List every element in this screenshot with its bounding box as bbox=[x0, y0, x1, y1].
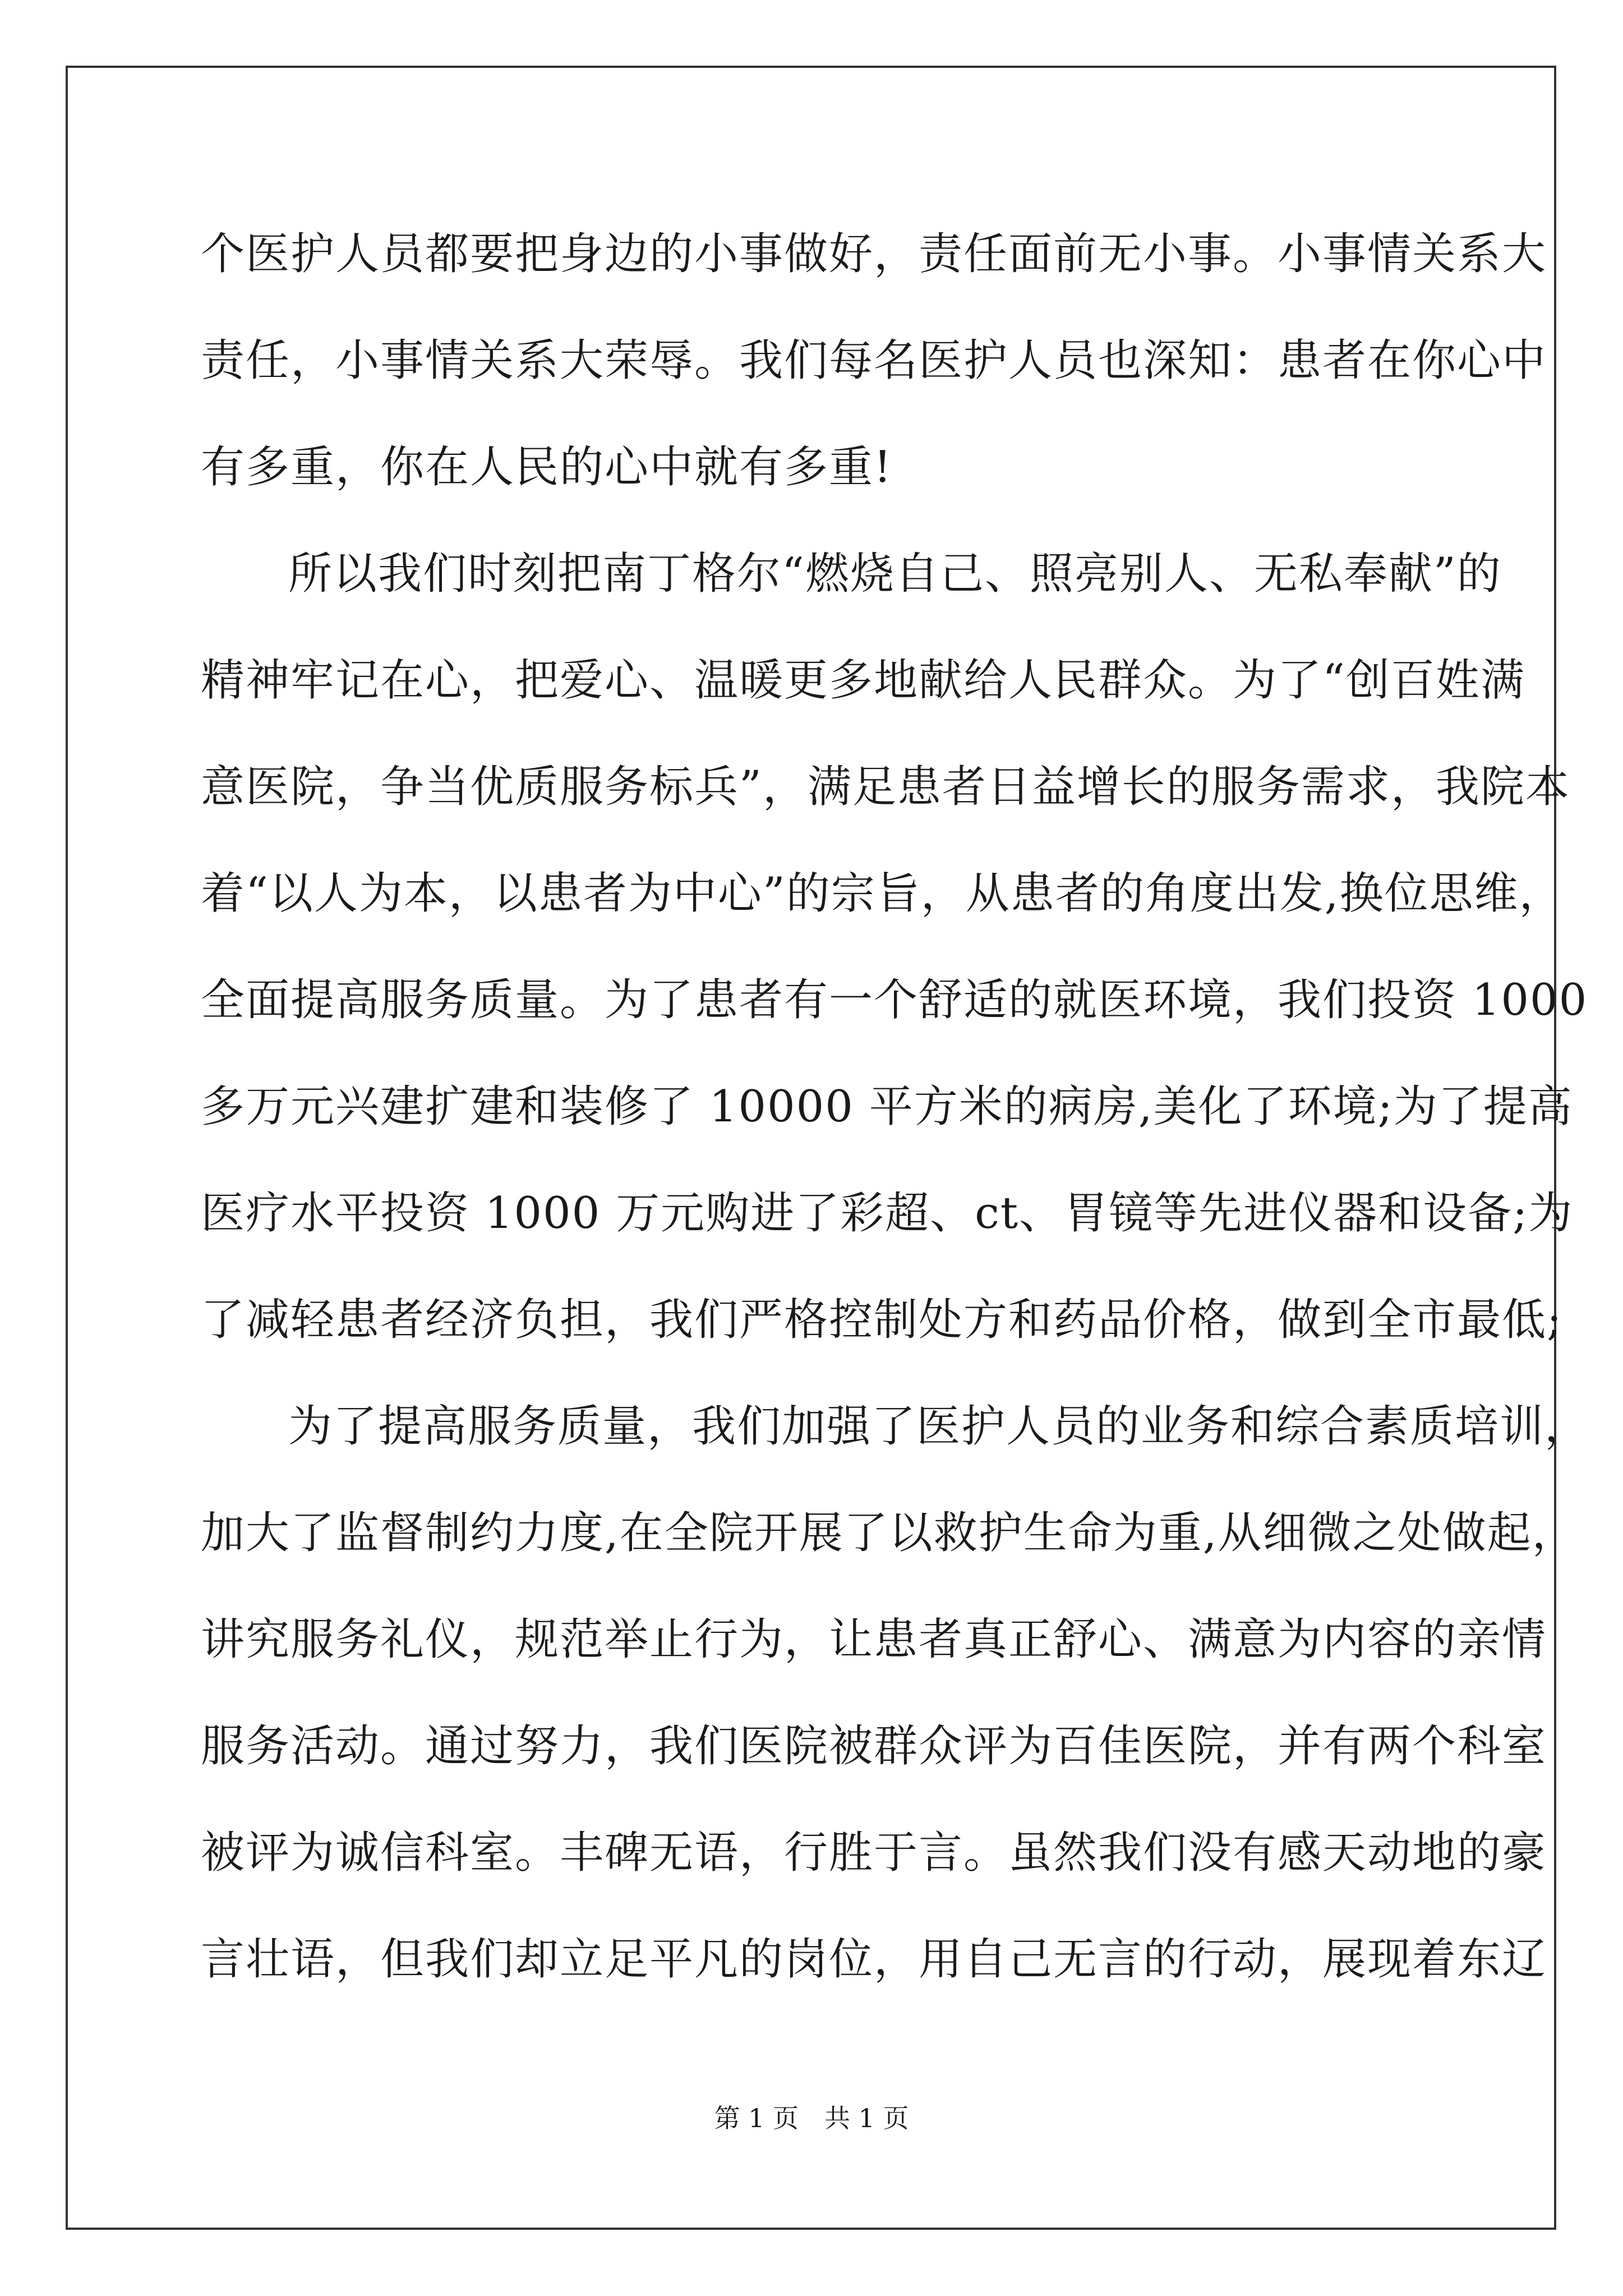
text-line-10: 医疗水平投资 1000 万元购进了彩超、ct、胃镜等先进仪器和设备;为 bbox=[201, 1188, 1574, 1239]
text-line-15: 服务活动。通过努力，我们医院被群众评为百佳医院，并有两个科室 bbox=[201, 1721, 1547, 1772]
text-line-11: 了减轻患者经济负担，我们严格控制处方和药品价格，做到全市最低; bbox=[201, 1295, 1563, 1345]
text-line-2: 责任，小事情关系大荣辱。我们每名医护人员也深知：患者在你心中 bbox=[201, 335, 1547, 386]
text-line-8: 全面提高服务质量。为了患者有一个舒适的就医环境，我们投资 1000 bbox=[201, 975, 1588, 1025]
text-line-4: 所以我们时刻把南丁格尔“燃烧自己、照亮别人、无私奉献”的 bbox=[288, 549, 1502, 599]
text-line-5: 精神牢记在心，把爱心、温暖更多地献给人民群众。为了“创百姓满 bbox=[201, 655, 1525, 706]
text-line-7: 着“以人为本，以患者为中心”的宗旨，从患者的角度出发,换位思维， bbox=[201, 868, 1564, 919]
text-line-9: 多万元兴建扩建和装修了 10000 平方米的病房,美化了环境;为了提高 bbox=[201, 1082, 1573, 1132]
text-line-17: 言壮语，但我们却立足平凡的岗位，用自己无言的行动，展现着东辽 bbox=[201, 1934, 1547, 1985]
text-line-12: 为了提高服务质量，我们加强了医护人员的业务和综合素质培训， bbox=[288, 1401, 1590, 1452]
text-line-6: 意医院，争当优质服务标兵”，满足患者日益增长的服务需求，我院本 bbox=[201, 762, 1570, 812]
text-line-16: 被评为诚信科室。丰碑无语，行胜于言。虽然我们没有感天动地的豪 bbox=[201, 1828, 1547, 1878]
document-body bbox=[201, 201, 1590, 2013]
text-line-1: 个医护人员都要把身边的小事做好，责任面前无小事。小事情关系大 bbox=[201, 229, 1547, 279]
text-line-13: 加大了监督制约力度,在全院开展了以救护生命为重,从细微之处做起， bbox=[201, 1508, 1577, 1558]
page-number-footer: 第 1 页 共 1 页 bbox=[714, 2103, 909, 2133]
text-line-14: 讲究服务礼仪，规范举止行为，让患者真正舒心、满意为内容的亲情 bbox=[201, 1614, 1547, 1665]
text-line-3: 有多重，你在人民的心中就有多重! bbox=[201, 442, 893, 493]
